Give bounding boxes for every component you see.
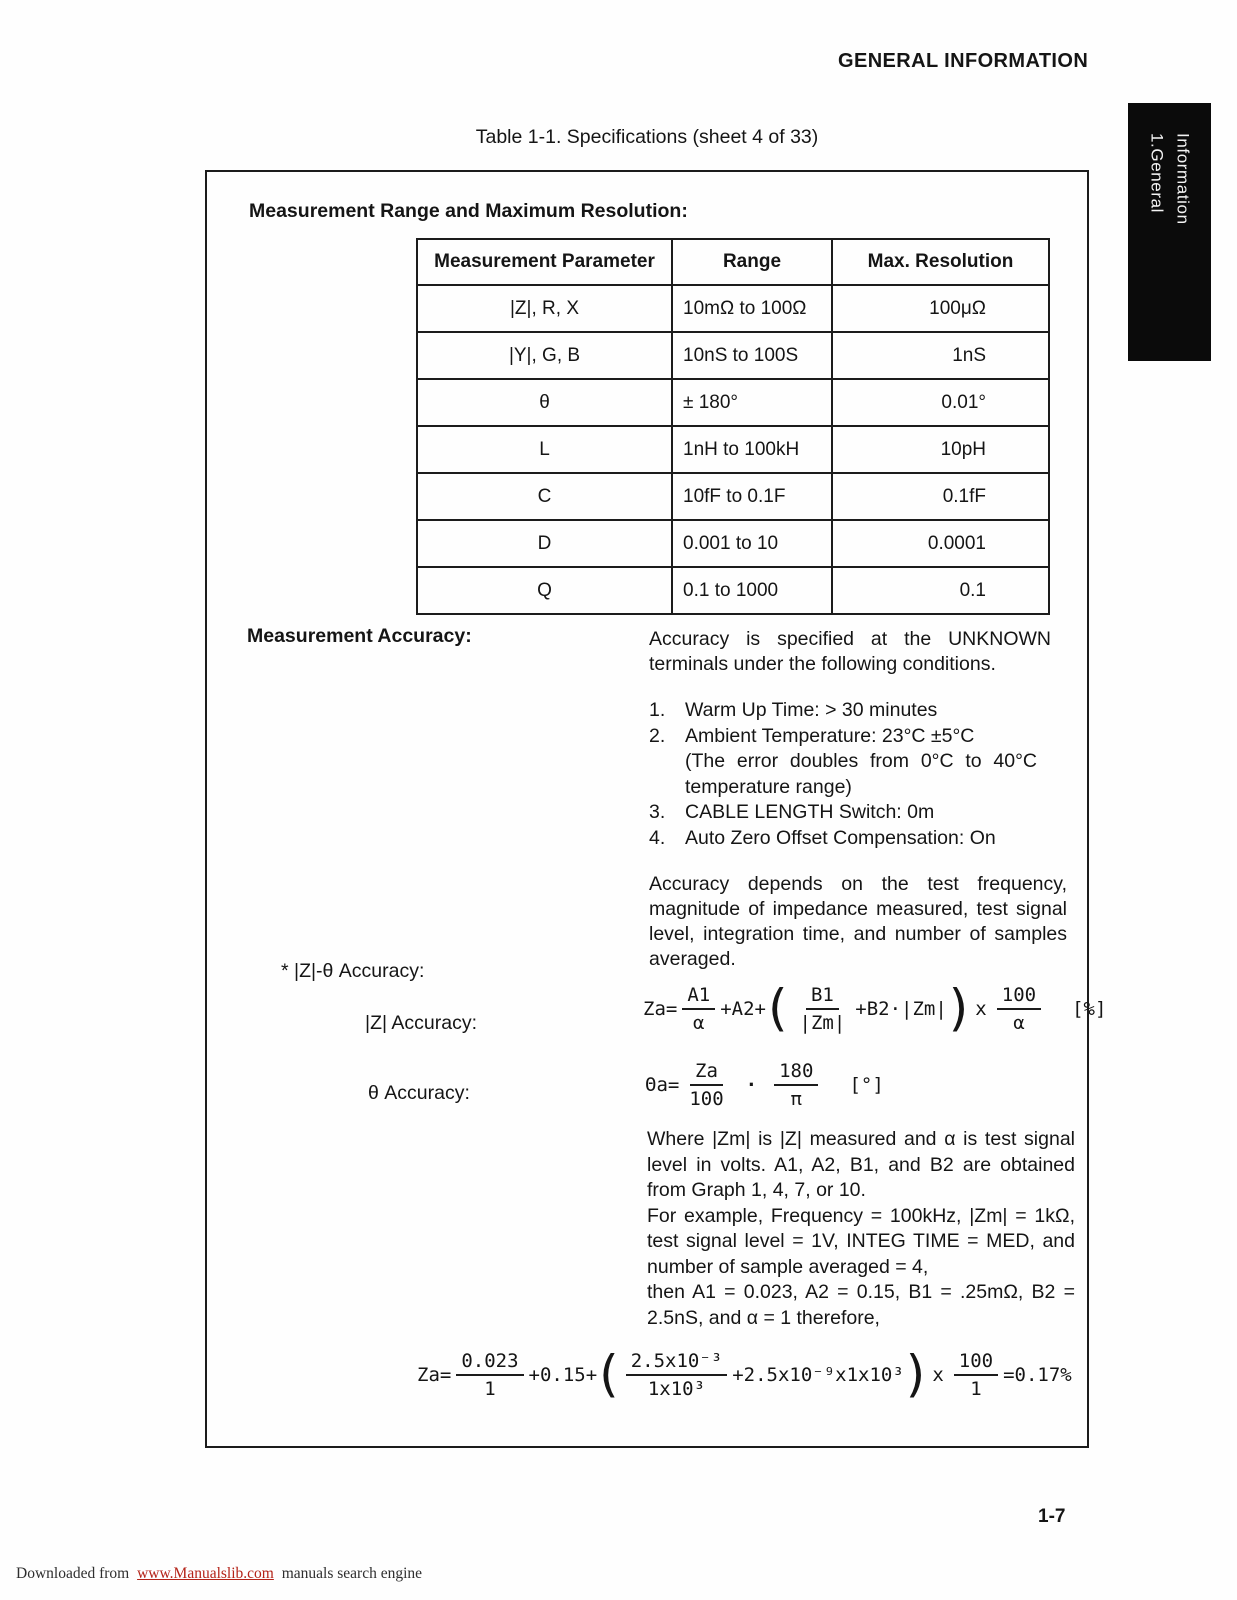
- close-paren: ): [905, 1345, 926, 1403]
- formula-unit: [°]: [849, 1074, 884, 1096]
- formula-unit: [%]: [1072, 998, 1107, 1020]
- fraction: [795, 984, 851, 1034]
- fraction-numerator: 0.023: [456, 1350, 523, 1376]
- z-accuracy-formula: [643, 979, 1107, 1037]
- fraction: [954, 1350, 998, 1400]
- multiply-dot: ·: [745, 1074, 758, 1096]
- formula-term: Za=: [417, 1364, 452, 1386]
- fraction-numerator: B1: [806, 984, 839, 1010]
- resolution-cell: 0.1: [832, 567, 1049, 614]
- list-item: [649, 724, 1081, 801]
- formula-result: =0.17%: [1003, 1364, 1072, 1386]
- fraction-numerator: Za: [690, 1060, 723, 1086]
- where-paragraph-3: then A1 = 0.023, A2 = 0.15, B1 = .25mΩ, B2 = 2.5nS, and α = 1 therefore,: [647, 1281, 1075, 1329]
- final-example-formula: [417, 1345, 1072, 1403]
- chapter-tab: [1128, 103, 1211, 361]
- fraction-numerator: 2.5x10⁻³: [626, 1350, 728, 1376]
- list-item-text: CABLE LENGTH Switch: 0m: [685, 801, 935, 823]
- spec-box: [205, 170, 1107, 1448]
- formula-term: x: [975, 998, 987, 1020]
- chapter-tab-label: [1128, 103, 1196, 225]
- list-item: [649, 800, 1081, 826]
- fraction-numerator: A1: [682, 984, 715, 1010]
- close-paren: ): [948, 979, 969, 1037]
- table-row: [417, 426, 1049, 473]
- theta-accuracy-label: θ Accuracy:: [368, 1082, 470, 1104]
- resolution-cell: 1nS: [832, 332, 1049, 379]
- table-row: [417, 332, 1049, 379]
- formula-term: Θa=: [645, 1074, 680, 1096]
- table-header-row: [417, 239, 1049, 285]
- range-cell: 10nS to 100S: [672, 332, 832, 379]
- resolution-cell: 0.1fF: [832, 473, 1049, 520]
- table-caption: Table 1-1. Specifications (sheet 4 of 33): [475, 126, 819, 148]
- spec-table: [416, 238, 1050, 615]
- fraction: [684, 1060, 728, 1110]
- range-cell: 10fF to 0.1F: [672, 473, 832, 520]
- fraction: [774, 1060, 818, 1110]
- list-item-number: 3.: [649, 801, 666, 823]
- open-paren: (: [599, 1345, 619, 1403]
- section-range-title: Measurement Range and Maximum Resolution:: [249, 200, 688, 222]
- table-row: [417, 379, 1049, 426]
- formula-term: +A2+: [720, 998, 766, 1020]
- footer: [16, 1565, 422, 1583]
- footer-suffix: manuals search engine: [281, 1565, 423, 1582]
- fraction-denominator: |Zm|: [799, 1012, 846, 1034]
- list-item-number: 1.: [649, 699, 666, 721]
- open-paren: (: [767, 979, 788, 1037]
- col-header-resolution: Max. Resolution: [832, 239, 1049, 285]
- list-item-text-main: Ambient Temperature: 23°C ±5°C: [685, 724, 975, 747]
- fraction-denominator: 1x10³: [647, 1378, 706, 1400]
- section-accuracy-title: Measurement Accuracy:: [247, 625, 472, 647]
- col-header-range: Range: [672, 239, 832, 285]
- resolution-cell: 10pH: [832, 426, 1049, 473]
- theta-accuracy-formula: [645, 1060, 884, 1110]
- z-theta-accuracy-label: * |Z|-θ Accuracy:: [281, 960, 425, 982]
- footer-prefix: Downloaded from: [16, 1565, 130, 1582]
- where-paragraph-1: Where |Zm| is |Z| measured and α is test signal level in volts. A1, A2, B1, and B2 are obtained from Graph 1, 4, 7, or 10.: [647, 1128, 1075, 1201]
- parameter-cell: Q: [417, 567, 672, 614]
- page-number: 1-7: [1038, 1506, 1066, 1527]
- page-header: GENERAL INFORMATION: [838, 50, 1089, 72]
- col-header-parameter: Measurement Parameter: [417, 239, 672, 285]
- list-item-text: Warm Up Time: > 30 minutes: [685, 699, 938, 721]
- list-item: [649, 698, 1081, 724]
- range-cell: 0.1 to 1000: [672, 567, 832, 614]
- accuracy-intro: Accuracy is specified at the UNKNOWN terminals under the following conditions.: [649, 628, 1051, 675]
- chapter-tab-line1: 1.General: [1147, 133, 1167, 214]
- chapter-tab-line2: Information: [1173, 133, 1193, 225]
- resolution-cell: 0.01°: [832, 379, 1049, 426]
- table-row: [417, 473, 1049, 520]
- list-item-text: [685, 724, 1081, 801]
- list-item-note: (The error doubles from 0°C to 40°C temperature range): [685, 750, 1037, 798]
- fraction: [456, 1350, 523, 1400]
- fraction-denominator: 1: [970, 1378, 982, 1400]
- table-row: [417, 285, 1049, 332]
- list-item: [649, 826, 1081, 852]
- formula-term: +B2·|Zm|: [855, 998, 947, 1020]
- parameter-cell: |Z|, R, X: [417, 285, 672, 332]
- fraction-denominator: 1: [484, 1378, 496, 1400]
- range-cell: ± 180°: [672, 379, 832, 426]
- accuracy-depends-paragraph: Accuracy depends on the test frequency, magnitude of impedance measured, test signal level, integration time, and number of samples averaged.: [649, 873, 1067, 970]
- parameter-cell: C: [417, 473, 672, 520]
- fraction: [682, 984, 715, 1034]
- table-row: [417, 520, 1049, 567]
- table-row: [417, 567, 1049, 614]
- fraction-numerator: 100: [997, 984, 1041, 1010]
- formula-term: Za=: [643, 998, 678, 1020]
- parameter-cell: L: [417, 426, 672, 473]
- parameter-cell: |Y|, G, B: [417, 332, 672, 379]
- where-paragraph-2: For example, Frequency = 100kHz, |Zm| = 1kΩ, test signal level = 1V, INTEG TIME = MED, and number of sample averaged = 4,: [647, 1204, 1075, 1278]
- manualslib-link[interactable]: www.Manualslib.com: [137, 1565, 274, 1582]
- resolution-cell: 100μΩ: [832, 285, 1049, 332]
- formula-term: +2.5x10⁻⁹x1x10³: [732, 1364, 904, 1386]
- fraction-numerator: 180: [774, 1060, 818, 1086]
- fraction: [626, 1350, 728, 1400]
- fraction-denominator: π: [790, 1088, 802, 1110]
- z-accuracy-label: |Z| Accuracy:: [365, 1012, 477, 1034]
- conditions-list: [649, 698, 1081, 851]
- range-cell: 0.001 to 10: [672, 520, 832, 567]
- parameter-cell: D: [417, 520, 672, 567]
- parameter-cell: θ: [417, 379, 672, 426]
- list-item-number: 2.: [649, 724, 666, 747]
- range-cell: 1nH to 100kH: [672, 426, 832, 473]
- list-item-number: 4.: [649, 826, 666, 849]
- range-cell: 10mΩ to 100Ω: [672, 285, 832, 332]
- list-item-text: Auto Zero Offset Compensation: On: [685, 826, 996, 849]
- fraction-numerator: 100: [954, 1350, 998, 1376]
- formula-term: x: [932, 1364, 944, 1386]
- formula-term: +0.15+: [528, 1364, 598, 1386]
- where-paragraphs: [647, 1127, 1075, 1331]
- fraction-denominator: 100: [689, 1088, 724, 1110]
- fraction-denominator: α: [693, 1012, 705, 1034]
- resolution-cell: 0.0001: [832, 520, 1049, 567]
- fraction: [997, 984, 1041, 1034]
- fraction-denominator: α: [1013, 1012, 1025, 1034]
